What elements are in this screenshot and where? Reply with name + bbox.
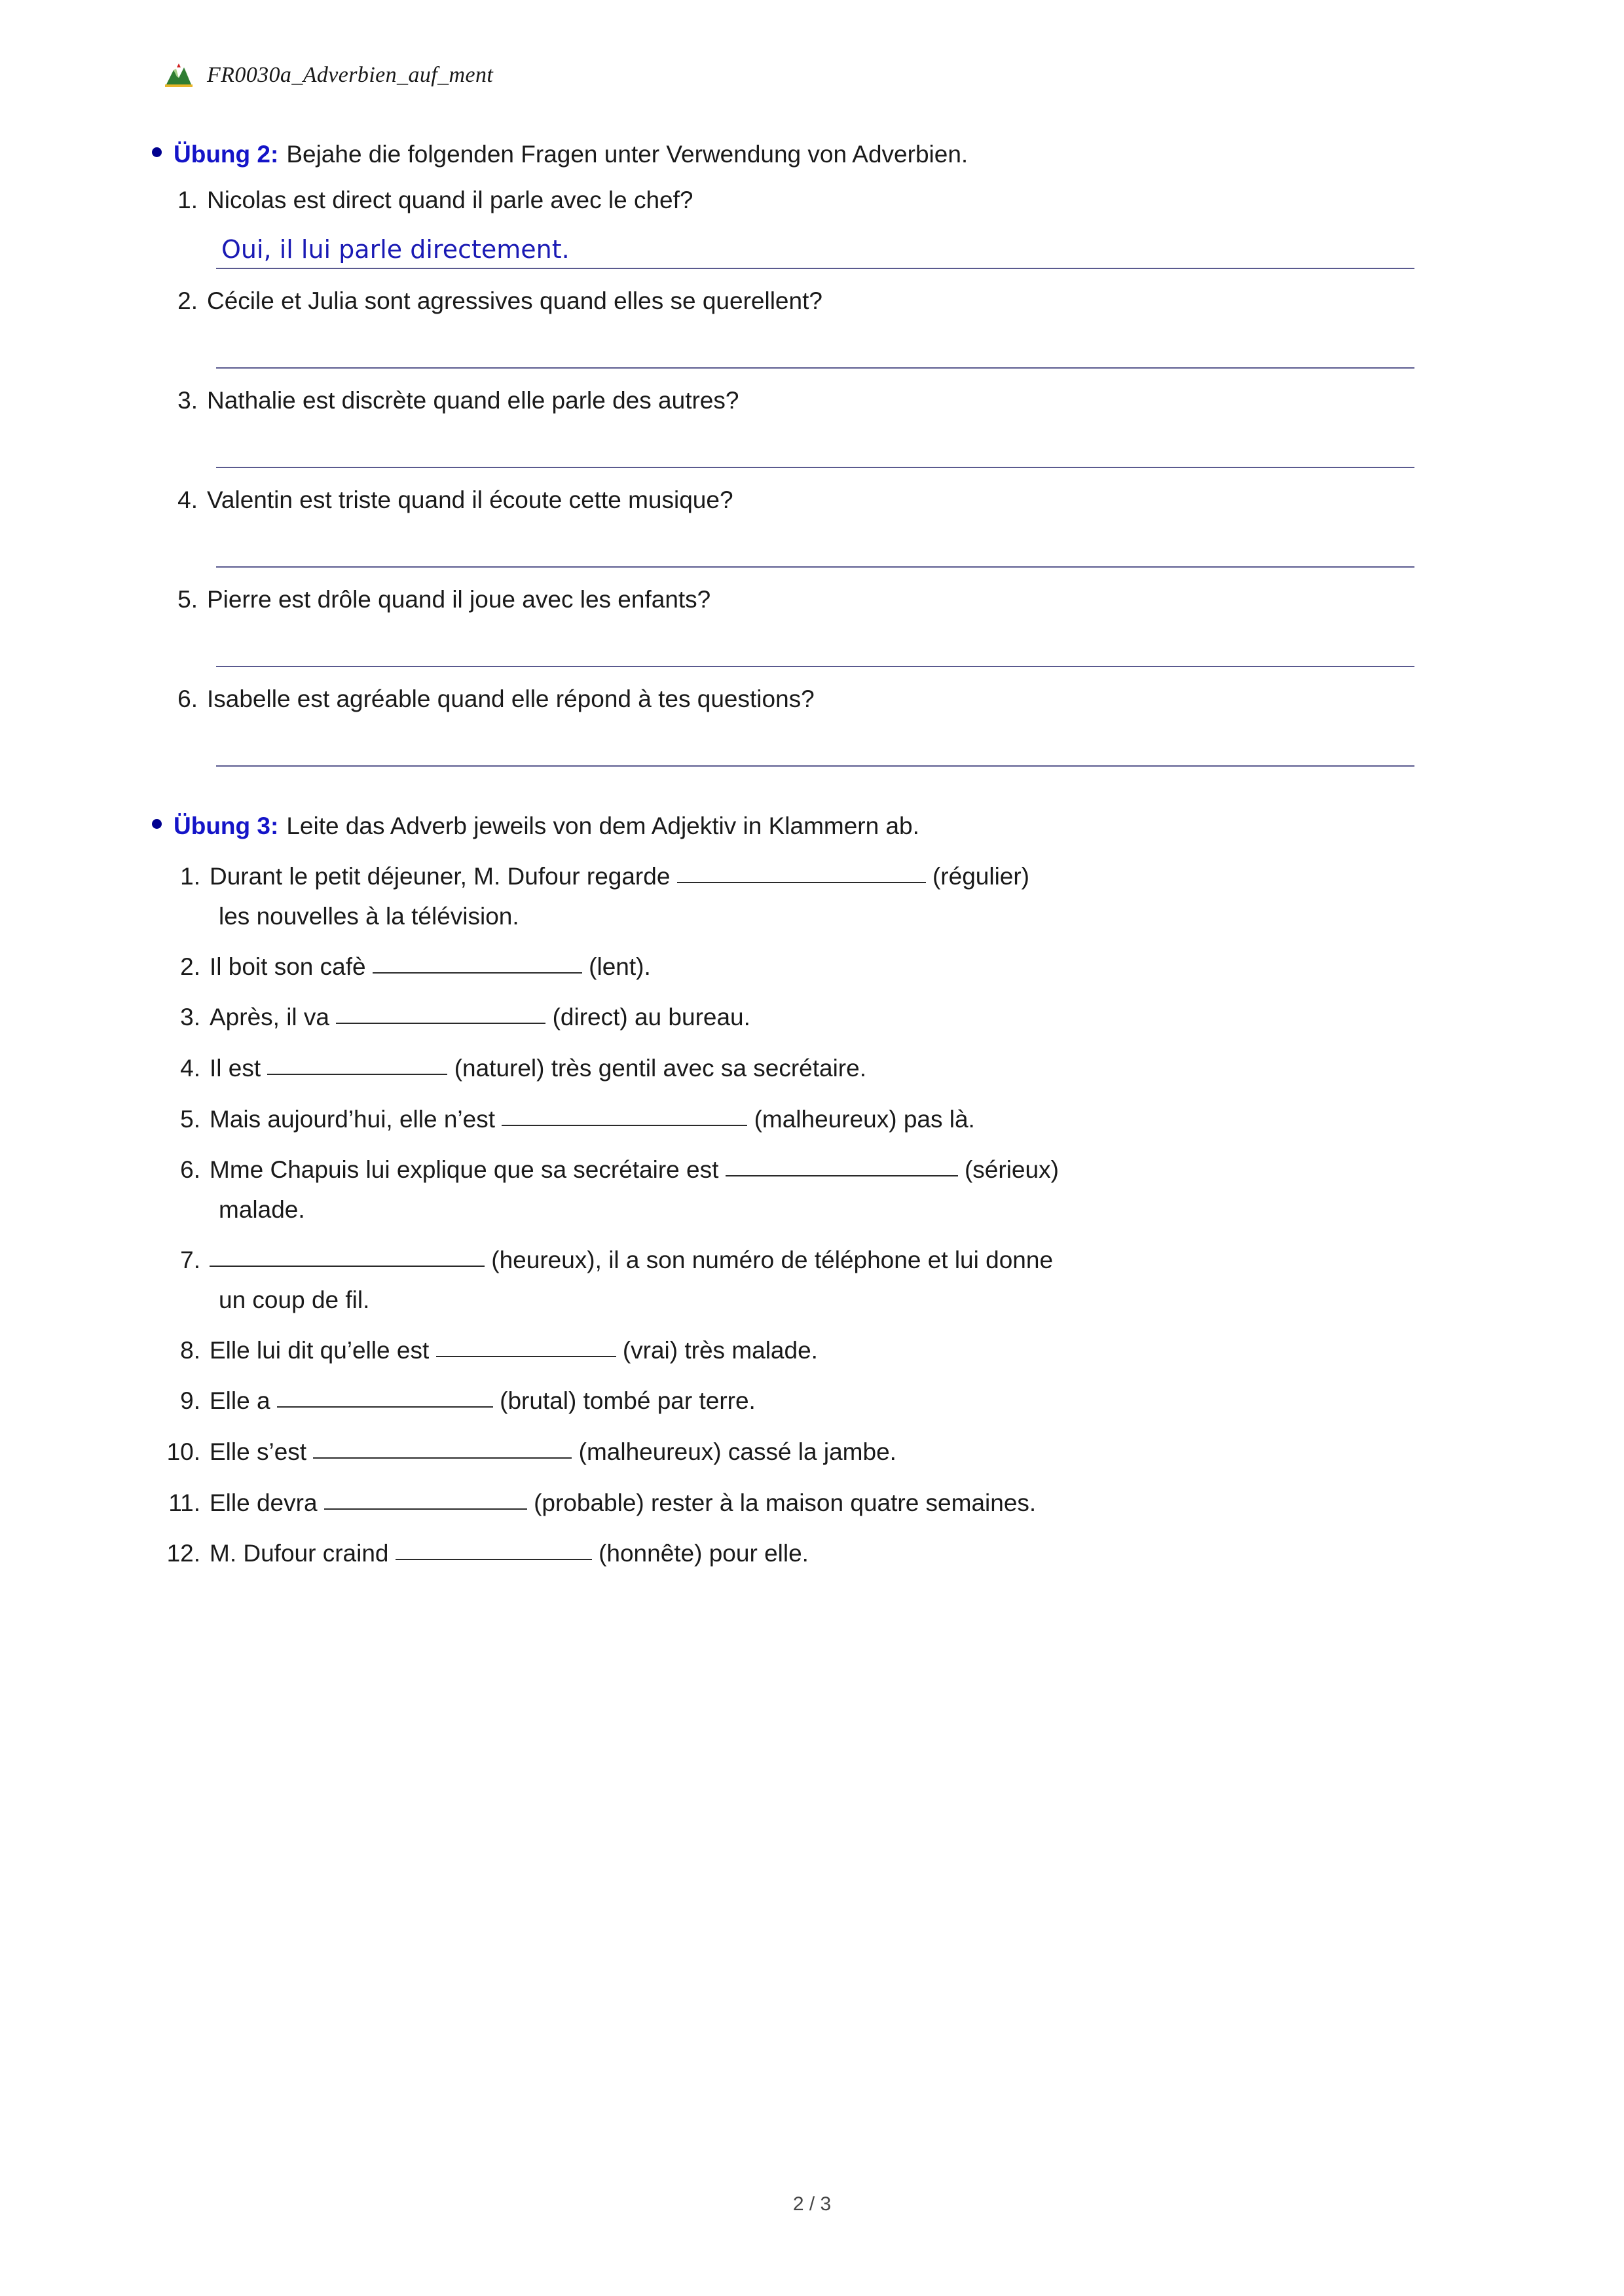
handwritten-answer: Oui, il lui parle directement. [221, 235, 570, 264]
fill-in-blank[interactable] [677, 856, 926, 883]
item-number: 5. [177, 586, 198, 613]
item-number: 7. [180, 1246, 200, 1273]
list-item [164, 187, 1467, 214]
fill-in-blank[interactable] [210, 1239, 485, 1267]
item-question: Isabelle est agréable quand elle répond à tes questions? [207, 685, 815, 712]
section-divider [164, 767, 1467, 812]
item-text [210, 947, 1467, 981]
item-text-before: Il boit son cafè [210, 953, 366, 980]
item-number: 6. [180, 1156, 200, 1184]
answer-input[interactable] [216, 726, 1414, 767]
item-number: 9. [180, 1387, 200, 1415]
answer-input[interactable] [216, 627, 1414, 667]
item-text-after: (direct) au bureau. [552, 1004, 750, 1031]
list-item [164, 1100, 1467, 1134]
exercise-3-instruction: Leite das Adverb jeweils von dem Adjektiv in Klammern ab. [286, 812, 919, 839]
item-text-after: (régulier) [932, 863, 1030, 890]
item-text-after: (probable) rester à la maison quatre semaines. [534, 1489, 1037, 1516]
fill-in-blank[interactable] [436, 1330, 616, 1357]
document-body [164, 141, 1467, 1568]
item-text-after: (lent). [589, 953, 651, 980]
item-text-before: Elle a [210, 1387, 270, 1415]
list-item [164, 287, 1467, 315]
bullet-icon [152, 819, 162, 829]
item-text-after: (naturel) très gentil avec sa secrétaire. [454, 1054, 866, 1082]
item-question: Valentin est triste quand il écoute cette musique? [207, 486, 733, 513]
answer-input[interactable] [216, 328, 1414, 369]
item-question: Nicolas est direct quand il parle avec le chef? [207, 187, 693, 213]
item-text [210, 1381, 1467, 1415]
item-number: 5. [180, 1105, 200, 1133]
fill-in-blank[interactable] [277, 1380, 493, 1408]
item-number: 3. [177, 387, 198, 414]
item-text-before: Elle devra [210, 1489, 318, 1516]
fill-in-blank[interactable] [373, 946, 582, 974]
item-number: 2. [177, 287, 198, 314]
bullet-icon [152, 147, 162, 157]
fill-in-blank[interactable] [336, 996, 545, 1024]
item-text [210, 1534, 1467, 1568]
item-number: 10. [166, 1438, 200, 1465]
item-number: 3. [180, 1004, 200, 1031]
page-footer [0, 2193, 1624, 2215]
item-number: 12. [166, 1540, 200, 1567]
item-text-after: (malheureux) cassé la jambe. [578, 1438, 896, 1465]
item-text [210, 1150, 1467, 1184]
fill-in-blank[interactable] [313, 1431, 572, 1459]
item-text-after: (brutal) tombé par terre. [500, 1387, 756, 1415]
item-text-after: (honnête) pour elle. [599, 1540, 809, 1567]
fill-in-blank[interactable] [726, 1149, 958, 1176]
item-text [210, 1049, 1467, 1083]
item-text-before: Elle s’est [210, 1438, 307, 1465]
item-number: 4. [177, 486, 198, 513]
list-item [164, 387, 1467, 414]
item-text [210, 857, 1467, 891]
fill-in-blank[interactable] [267, 1048, 447, 1075]
item-text-after: (vrai) très malade. [622, 1336, 818, 1364]
list-item [164, 857, 1467, 891]
list-item [164, 1432, 1467, 1467]
item-text-before: Durant le petit déjeuner, M. Dufour regarde [210, 863, 671, 890]
exercise-3-heading [152, 812, 1467, 840]
fill-in-blank[interactable] [502, 1099, 747, 1126]
item-text-after: (heureux), il a son numéro de téléphone et lui donne [491, 1246, 1054, 1273]
fill-in-blank[interactable] [396, 1533, 592, 1560]
item-text-after: (malheureux) pas là. [754, 1105, 975, 1133]
item-question: Cécile et Julia sont agressives quand elles se querellent? [207, 287, 822, 314]
item-number: 11. [168, 1489, 200, 1516]
list-item [164, 486, 1467, 514]
list-item [164, 1381, 1467, 1415]
exercise-3-label: Übung 3: [174, 812, 279, 839]
item-text [210, 1331, 1467, 1365]
item-question: Pierre est drôle quand il joue avec les enfants? [207, 586, 711, 613]
item-text [210, 1100, 1467, 1134]
item-number: 6. [177, 685, 198, 712]
item-text-before: Il est [210, 1054, 261, 1082]
fill-in-blank[interactable] [324, 1482, 527, 1510]
item-text-before: M. Dufour craind [210, 1540, 389, 1567]
exercise-2-heading [152, 141, 1467, 168]
exercise-2-label: Übung 2: [174, 141, 279, 168]
page-number: 2 / 3 [792, 2193, 832, 2215]
item-continuation: les nouvelles à la télévision. [219, 902, 519, 930]
answer-input[interactable] [216, 428, 1414, 468]
item-number: 4. [180, 1054, 200, 1082]
exercise-2-items [164, 187, 1467, 767]
answer-input[interactable] [216, 227, 1414, 269]
list-item [164, 1331, 1467, 1365]
list-item [164, 685, 1467, 713]
item-text [210, 1432, 1467, 1467]
list-item [164, 586, 1467, 613]
document-title: FR0030a_Adverbien_auf_ment [207, 63, 494, 87]
item-number: 8. [180, 1336, 200, 1364]
list-item [164, 947, 1467, 981]
item-text-before: Elle lui dit qu’elle est [210, 1336, 430, 1364]
document-header [164, 62, 493, 88]
item-continuation: malade. [219, 1195, 305, 1223]
item-text [210, 1484, 1467, 1518]
item-continuation: un coup de fil. [219, 1286, 370, 1313]
item-text-after: (sérieux) [964, 1156, 1059, 1184]
list-item [164, 1484, 1467, 1518]
exercise-2-instruction: Bejahe die folgenden Fragen unter Verwendung von Adverbien. [286, 141, 969, 168]
item-text [210, 1241, 1467, 1275]
item-number: 1. [180, 863, 200, 890]
answer-input[interactable] [216, 527, 1414, 568]
exercise-3-items [164, 857, 1467, 1568]
item-text-before: Mme Chapuis lui explique que sa secrétaire est [210, 1156, 719, 1184]
list-item [164, 1241, 1467, 1275]
item-question: Nathalie est discrète quand elle parle des autres? [207, 387, 739, 414]
list-item [164, 998, 1467, 1032]
list-item [164, 1150, 1467, 1184]
item-text-before: Après, il va [210, 1004, 330, 1031]
item-number: 1. [177, 187, 198, 213]
item-text [210, 998, 1467, 1032]
list-item [164, 1534, 1467, 1568]
item-text-before: Mais aujourd’hui, elle n’est [210, 1105, 496, 1133]
list-item [164, 1049, 1467, 1083]
mountain-logo-icon [164, 62, 194, 88]
item-number: 2. [180, 953, 200, 980]
